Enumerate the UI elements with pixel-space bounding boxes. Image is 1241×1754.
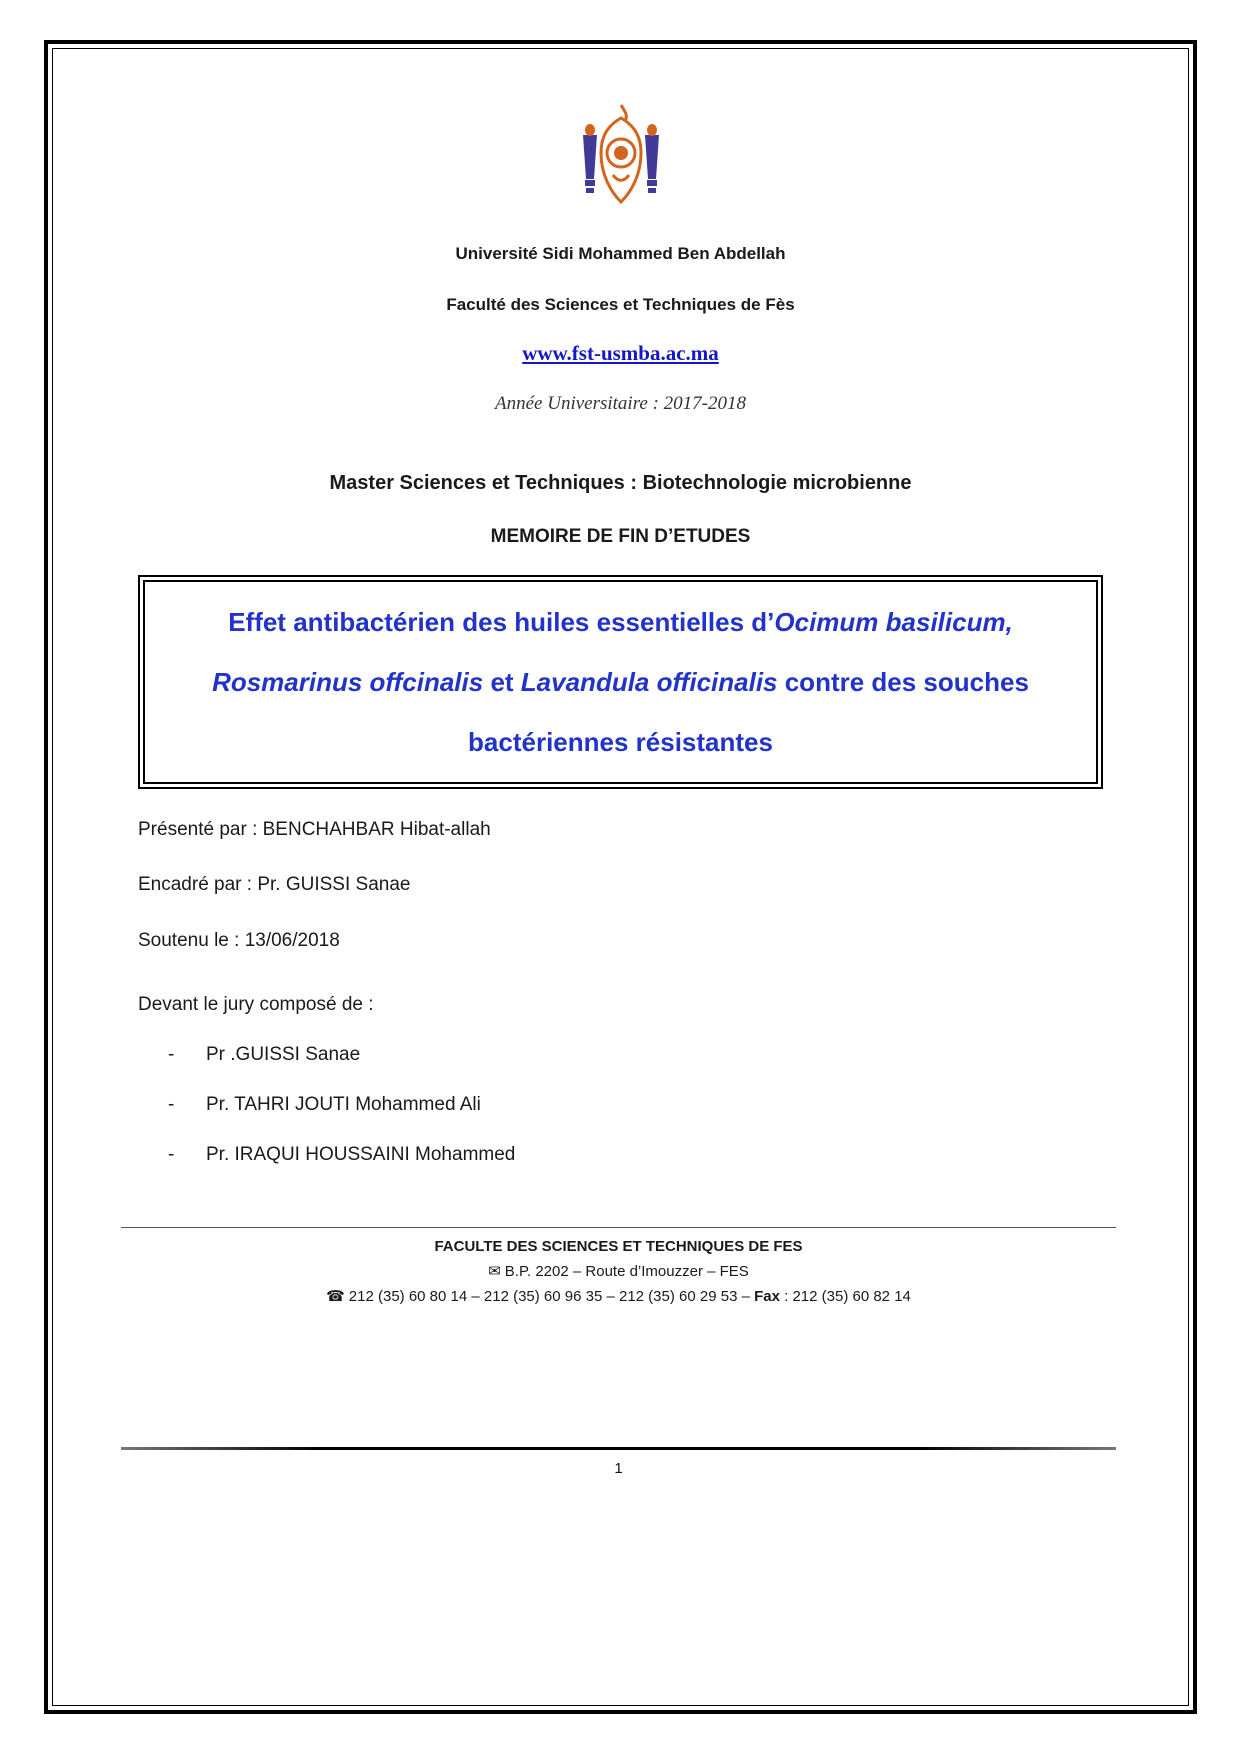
footer-faculty-name: FACULTE DES SCIENCES ET TECHNIQUES DE FES <box>434 1238 803 1255</box>
university-logo <box>138 101 1103 214</box>
memoire-heading: MEMOIRE DE FIN D’ETUDES <box>490 526 751 547</box>
title-species-2: Lavandula officinalis <box>520 667 778 697</box>
master-program: Master Sciences et Techniques : Biotechnologie microbienne <box>329 472 912 494</box>
thesis-title-box <box>138 575 1103 789</box>
title-species-1: Ocimum basilicum, Rosmarinus offcinalis <box>212 607 1013 697</box>
jury-member-name: Pr .GUISSI Sanae <box>206 1044 361 1065</box>
footer-phones: 212 (35) 60 80 14 – 212 (35) 60 96 35 – 212 (35) 60 29 53 – <box>348 1288 755 1305</box>
presented-by: Présenté par : BENCHAHBAR Hibat-allah <box>138 819 491 840</box>
thesis-title-inner-border <box>143 580 1098 784</box>
list-dash: - <box>168 1094 175 1115</box>
defense-date: Soutenu le : 13/06/2018 <box>138 930 340 951</box>
jury-member <box>168 1144 1103 1166</box>
footer-phone-line <box>121 1287 1116 1305</box>
envelope-icon: ✉ <box>488 1263 501 1280</box>
title-text-1: Effet antibactérien des huiles essentielles d’ <box>228 607 775 637</box>
footer-divider <box>121 1227 1116 1228</box>
page-number: 1 <box>614 1460 623 1477</box>
document-content <box>53 101 1188 1166</box>
bottom-divider <box>121 1447 1116 1450</box>
page-number-area <box>121 1447 1116 1477</box>
jury-member <box>168 1094 1103 1116</box>
footer-address: B.P. 2202 – Route d’Imouzzer – FES <box>504 1263 749 1280</box>
university-name: Université Sidi Mohammed Ben Abdellah <box>455 244 786 263</box>
list-dash: - <box>168 1044 175 1065</box>
footer-fax-label: Fax <box>754 1288 780 1305</box>
page-border-frame <box>44 40 1197 1714</box>
footer-fax-number: : 212 (35) 60 82 14 <box>779 1288 911 1305</box>
footer-address-line <box>121 1262 1116 1280</box>
supervised-by: Encadré par : Pr. GUISSI Sanae <box>138 874 411 895</box>
jury-member <box>168 1044 1103 1066</box>
jury-intro: Devant le jury composé de : <box>138 994 374 1015</box>
website-link[interactable]: www.fst-usmba.ac.ma <box>522 341 719 365</box>
title-text-2: et <box>483 667 521 697</box>
page-inner-border <box>52 48 1189 1706</box>
faculty-name: Faculté des Sciences et Techniques de Fès <box>446 295 795 314</box>
telephone-icon: ☎ <box>326 1288 345 1305</box>
jury-member-name: Pr. IRAQUI HOUSSAINI Mohammed <box>206 1144 516 1165</box>
list-dash: - <box>168 1144 175 1165</box>
website-line <box>138 341 1103 366</box>
university-logo-graphic <box>571 101 671 209</box>
academic-year: Année Universitaire : 2017-2018 <box>495 393 746 414</box>
jury-member-name: Pr. TAHRI JOUTI Mohammed Ali <box>206 1094 481 1115</box>
page-footer <box>121 1227 1116 1305</box>
title-text-3: contre des souches bactériennes résistantes <box>468 667 1029 757</box>
thesis-title <box>163 592 1078 772</box>
jury-list <box>138 1044 1103 1166</box>
